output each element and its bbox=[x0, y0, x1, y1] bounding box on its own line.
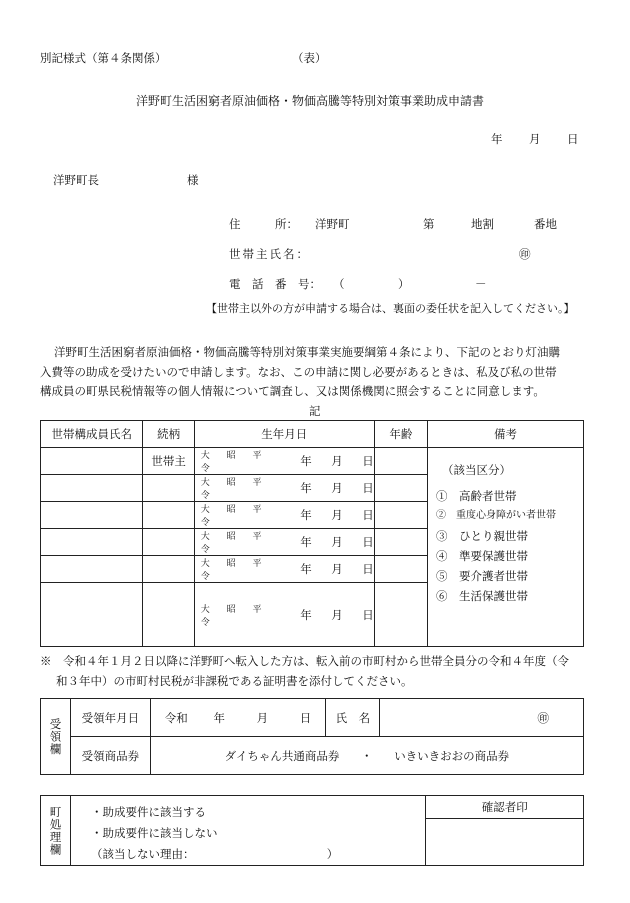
eligible-option[interactable]: ・助成要件に該当する bbox=[90, 805, 206, 819]
town-decision-cell bbox=[70, 796, 425, 866]
month-unit: 月 bbox=[331, 607, 343, 622]
month-unit: 月 bbox=[331, 562, 343, 576]
body-line-1: 洋野町生活困窮者原油価格・物価高騰等特別対策事業実施要綱第４条により、下記のとおり灯油購 bbox=[54, 345, 560, 359]
day-unit: 日 bbox=[362, 562, 374, 576]
receipt-section-cell bbox=[41, 699, 71, 775]
town-processing-table bbox=[40, 795, 584, 866]
relation-cell[interactable] bbox=[143, 583, 194, 647]
category-title: （該当区分） bbox=[442, 463, 512, 477]
birthdate-cell[interactable] bbox=[194, 475, 374, 502]
voucher-separator: ・ bbox=[361, 748, 373, 763]
birthdate-cell[interactable] bbox=[194, 529, 374, 556]
receipt-date-cell[interactable] bbox=[150, 699, 326, 737]
town-section-cell bbox=[41, 796, 71, 866]
year-unit: 年 bbox=[300, 562, 312, 576]
phone-label: 電 話 番 号： bbox=[229, 277, 321, 291]
month-unit: 月 bbox=[331, 454, 343, 468]
birthdate-cell[interactable] bbox=[194, 502, 374, 529]
member-name-cell[interactable] bbox=[41, 583, 143, 647]
receipt-name-label: 氏 名 bbox=[326, 699, 380, 737]
confirm-seal-label: 確認者印 bbox=[426, 796, 584, 819]
header-birthdate: 生年月日 bbox=[194, 421, 374, 448]
day-unit: 日 bbox=[362, 481, 374, 495]
year-unit: 年 bbox=[300, 607, 312, 622]
receipt-seal: ㊞ bbox=[537, 710, 549, 725]
date-year-label: 年 bbox=[491, 132, 503, 146]
not-eligible-reason[interactable]: （該当しない理由： ） bbox=[90, 847, 339, 861]
phone-dash: － bbox=[475, 277, 487, 291]
age-cell[interactable] bbox=[374, 583, 427, 647]
addressee: 洋野町長 bbox=[53, 173, 99, 187]
not-eligible-option[interactable]: ・助成要件に該当しない bbox=[90, 826, 218, 840]
form-reference: 別記様式（第４条関係） bbox=[40, 51, 167, 65]
remarks-cell bbox=[428, 448, 584, 647]
receipt-section-label: 受領欄 bbox=[48, 717, 63, 756]
header-remarks: 備考 bbox=[428, 421, 584, 448]
birthdate-cell[interactable] bbox=[194, 583, 374, 647]
era-options: 大 昭 平 令 bbox=[200, 559, 269, 582]
member-name-cell[interactable] bbox=[41, 448, 143, 475]
era-options: 大 昭 平 令 bbox=[200, 451, 269, 474]
category-6[interactable]: ⑥ 生活保護世帯 bbox=[436, 589, 529, 603]
age-cell[interactable] bbox=[374, 448, 427, 475]
receipt-day-unit: 日 bbox=[299, 710, 312, 725]
body-line-3: 構成員の町県民税情報等の個人情報について調査し、又は関係機関に照会することに同意します。 bbox=[40, 384, 545, 398]
year-unit: 年 bbox=[300, 508, 312, 522]
householder-name-label: 世帯主氏名： bbox=[229, 247, 310, 261]
category-4[interactable]: ④ 準要保護世帯 bbox=[436, 549, 529, 563]
relation-cell[interactable] bbox=[143, 556, 194, 583]
receipt-name-cell[interactable] bbox=[380, 699, 584, 737]
voucher-option-2[interactable]: いきいきおおの商品券 bbox=[394, 748, 510, 763]
household-members-table bbox=[40, 420, 584, 647]
receipt-table bbox=[40, 698, 584, 775]
receipt-date-label: 受領年月日 bbox=[70, 699, 150, 737]
year-unit: 年 bbox=[300, 454, 312, 468]
voucher-options-cell bbox=[150, 737, 583, 775]
side-indicator: （表） bbox=[292, 51, 327, 65]
voucher-label: 受領商品券 bbox=[70, 737, 150, 775]
receipt-year-unit: 年 bbox=[213, 710, 225, 725]
address-chiwari: 地割 bbox=[471, 217, 494, 231]
category-2[interactable]: ② 重度心身障がい者世帯 bbox=[436, 510, 557, 521]
town-section-label: 町処理欄 bbox=[48, 805, 63, 856]
member-name-cell[interactable] bbox=[41, 502, 143, 529]
form-title: 洋野町生活困窮者原油価格・物価高騰等特別対策事業助成申請書 bbox=[136, 94, 485, 108]
age-cell[interactable] bbox=[374, 529, 427, 556]
category-1[interactable]: ① 高齢者世帯 bbox=[436, 489, 517, 503]
date-month-label: 月 bbox=[529, 132, 541, 146]
relation-cell[interactable]: 世帯主 bbox=[143, 448, 194, 475]
address-dai: 第 bbox=[423, 217, 435, 231]
body-line-2: 入費等の助成を受けたいので申請します。なお、この申請に関し必要があるときは、私及び私の世帯 bbox=[40, 365, 557, 379]
relation-cell[interactable] bbox=[143, 529, 194, 556]
proxy-note: 【世帯主以外の方が申請する場合は、裏面の委任状を記入してください。】 bbox=[206, 302, 575, 315]
member-name-cell[interactable] bbox=[41, 475, 143, 502]
category-5[interactable]: ⑤ 要介護者世帯 bbox=[436, 569, 529, 583]
age-cell[interactable] bbox=[374, 502, 427, 529]
month-unit: 月 bbox=[331, 481, 343, 495]
category-3[interactable]: ③ ひとり親世帯 bbox=[436, 529, 529, 543]
ki-heading: 記 bbox=[309, 404, 321, 418]
address-banchi: 番地 bbox=[534, 217, 557, 231]
confirm-seal-box[interactable] bbox=[426, 819, 584, 866]
birthdate-cell[interactable] bbox=[194, 556, 374, 583]
receipt-era: 令和 bbox=[164, 710, 188, 725]
day-unit: 日 bbox=[362, 535, 374, 549]
phone-open-paren: （ bbox=[333, 277, 345, 291]
applicant-seal: ㊞ bbox=[519, 247, 531, 261]
age-cell[interactable] bbox=[374, 556, 427, 583]
era-options: 大 昭 平 令 bbox=[200, 532, 269, 555]
receipt-month-unit: 月 bbox=[256, 710, 269, 725]
birthdate-cell[interactable] bbox=[194, 448, 374, 475]
honorific: 様 bbox=[187, 173, 199, 187]
voucher-option-1[interactable]: ダイちゃん共通商品券 bbox=[224, 748, 340, 763]
month-unit: 月 bbox=[331, 508, 343, 522]
date-day-label: 日 bbox=[567, 132, 579, 146]
phone-close-paren: ） bbox=[398, 277, 410, 291]
address-town: 洋野町 bbox=[315, 217, 350, 231]
day-unit: 日 bbox=[362, 508, 374, 522]
member-name-cell[interactable] bbox=[41, 556, 143, 583]
relation-cell[interactable] bbox=[143, 475, 194, 502]
transfer-note-line-2: 和３年中）の市町村民税が非課税である証明書を添付してください。 bbox=[56, 674, 413, 688]
year-unit: 年 bbox=[300, 535, 312, 549]
era-options: 大 昭 平 令 bbox=[200, 505, 269, 528]
header-age: 年齢 bbox=[374, 421, 427, 448]
era-options: 大 昭 平 令 bbox=[200, 478, 269, 501]
header-member-name: 世帯構成員氏名 bbox=[41, 421, 143, 448]
age-cell[interactable] bbox=[374, 475, 427, 502]
day-unit: 日 bbox=[362, 454, 374, 468]
address-label: 住 所： bbox=[229, 217, 298, 231]
relation-cell[interactable] bbox=[143, 502, 194, 529]
era-options: 大 昭 平 令 bbox=[200, 604, 269, 628]
transfer-note-line-1: ※ 令和４年１月２日以降に洋野町へ転入した方は、転入前の市町村から世帯全員分の令和４年度（令 bbox=[40, 654, 569, 668]
day-unit: 日 bbox=[362, 607, 374, 622]
header-relation: 続柄 bbox=[143, 421, 194, 448]
year-unit: 年 bbox=[300, 481, 312, 495]
member-name-cell[interactable] bbox=[41, 529, 143, 556]
month-unit: 月 bbox=[331, 535, 343, 549]
